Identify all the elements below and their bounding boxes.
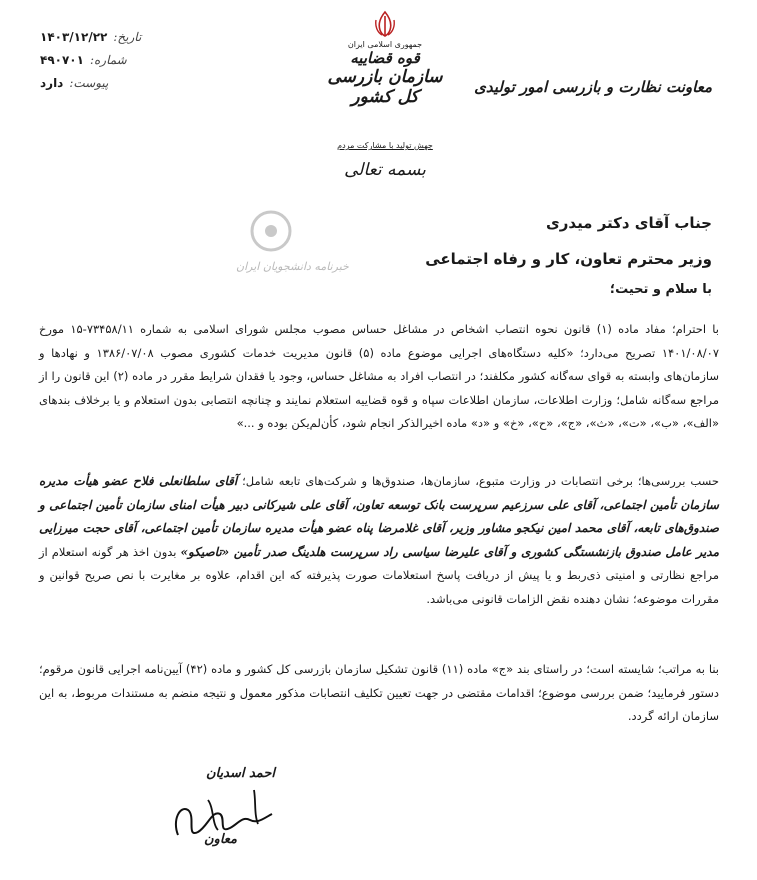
recipient-name: جناب آقای دکتر میدری [546,214,712,232]
paragraph-1: با احترام؛ مفاد ماده (۱) قانون نحوه انتصاب اشخاص در مشاغل حساس مصوب مجلس شورای اسلامی به شماره ۷۳۴۵۸/۱۱-۱۵ مورخ ۱۴۰۱/۰۸/۰۷ تصریح می‌دارد؛ «کلیه دستگاه‌های اجرایی موضوع ماده (۵) قانون مدیریت خدمات کشوری مصوب ۱۳۸۶/۰۷/۰۸ و نهادها و سازمان‌های وابسته به قوای سه‌گانه کشور مکلفند؛ در انتصاب افراد به مشاغل حساس، وجود یا فقدان شرایط مقرر در ماده (۲) این قانون را از مراجع سه‌گانه شامل؛ وزارت اطلاعات، سازمان اطلاعات سپاه و قوه قضاییه استعلام نمایند و چنانچه انتصابی بدون استعلام و یا برخلاف بندهای «الف»، «ب»، «ت»، «ث»، «ج»، «ح»، «خ» و «د» ماده اخیرالذکر انجام شود، کأن‌لم‌یکن بوده و ...» [39,322,720,430]
date-label: تاریخ: [113,30,142,44]
paragraph-3: بنا به مراتب؛ شایسته است؛ در راستای بند «ج» ماده (۱۱) قانون تشکیل سازمان بازرسی کل کشور و ماده (۴۲) آیین‌نامه اجرایی قانون مرقوم؛ دستور فرمایید؛ ضمن بررسی موضوع؛ اقدامات مقتضی در جهت تعیین تکلیف انتصابات مذکور معمول و نتیجه منضم به مستندات مربوط، به این سازمان ارائه گردد. [39,662,720,723]
watermark-text: خبرنامه دانشجویان ایران [236,260,349,273]
deputy-title: معاونت نظارت و بازرسی امور تولیدی [474,78,712,96]
recipient [425,205,712,277]
attachment-label: پیوست: [69,76,109,90]
signature-block [168,762,288,862]
paragraph-2 [39,470,719,611]
signer-title: معاون [204,832,238,847]
paragraph-2-intro: حسب بررسی‌ها؛ برخی انتصابات در وزارت متبوع، سازمان‌ها، صندوق‌ها و شرکت‌های تابعه شامل؛ [237,474,719,488]
attachment-row [40,72,200,95]
letter-meta [40,26,200,95]
org-name: سازمان بازرسی کل کشور [327,67,443,107]
iran-emblem-icon [370,10,400,38]
signer-name: احمد اسدیان [206,766,275,781]
paragraph-2-rest: بدون اخذ هر گونه استعلام از مراجع نظارتی و امنیتی ذی‌ربط و یا پیش از دریافت پاسخ استعلامات صورت پذیرفته که این اقدام، علاوه بر مغایرت با نص صریح قوانین و مقررات موضوعه؛ نشان دهنده نقض الزامات قانونی می‌باشد. [39,544,719,606]
recipient-position: وزیر محترم تعاون، کار و رفاه اجتماعی [425,250,712,268]
watermark-logo-icon [248,208,294,254]
watermark [236,208,349,273]
date-value: ۱۴۰۳/۱۲/۲۲ [40,30,108,44]
basmala: بسمه تعالی [344,160,426,180]
appointees-list: آقای سلطانعلی فلاح عضو هیأت مدیره سازمان تأمین اجتماعی، آقای علی سرزعیم سرپرست بانک توسعه تعاون، آقای علی شیرکانی دبیر هیأت امنای سازمان تأمین اجتماعی و صندوق‌های تابعه، آقای محمد امین نیکجو مشاور وزیر، آقای غلامرضا پناه عضو هیأت مدیره سازمان تأمین اجتماعی، آقای حجت میرزایی مدیر عامل صندوق بازنشستگی کشوری و آقای علیرضا سیاسی راد سرپرست هلدینگ صدر تأمین «تاصیکو» [39,474,720,559]
number-label: شماره: [89,53,127,67]
attachment-value: دارد [40,76,64,90]
slogan: جهش تولید با مشارکت مردم [337,141,433,150]
greeting: با سلام و تحیت؛ [609,282,712,297]
date-row [40,26,200,49]
org-judiciary: قوه قضاییه [350,49,420,67]
letterhead [315,10,455,180]
org-country: جمهوری اسلامی ایران [347,40,423,49]
number-value: ۴۹۰۷۰۱ [40,53,84,67]
number-row [40,49,200,72]
